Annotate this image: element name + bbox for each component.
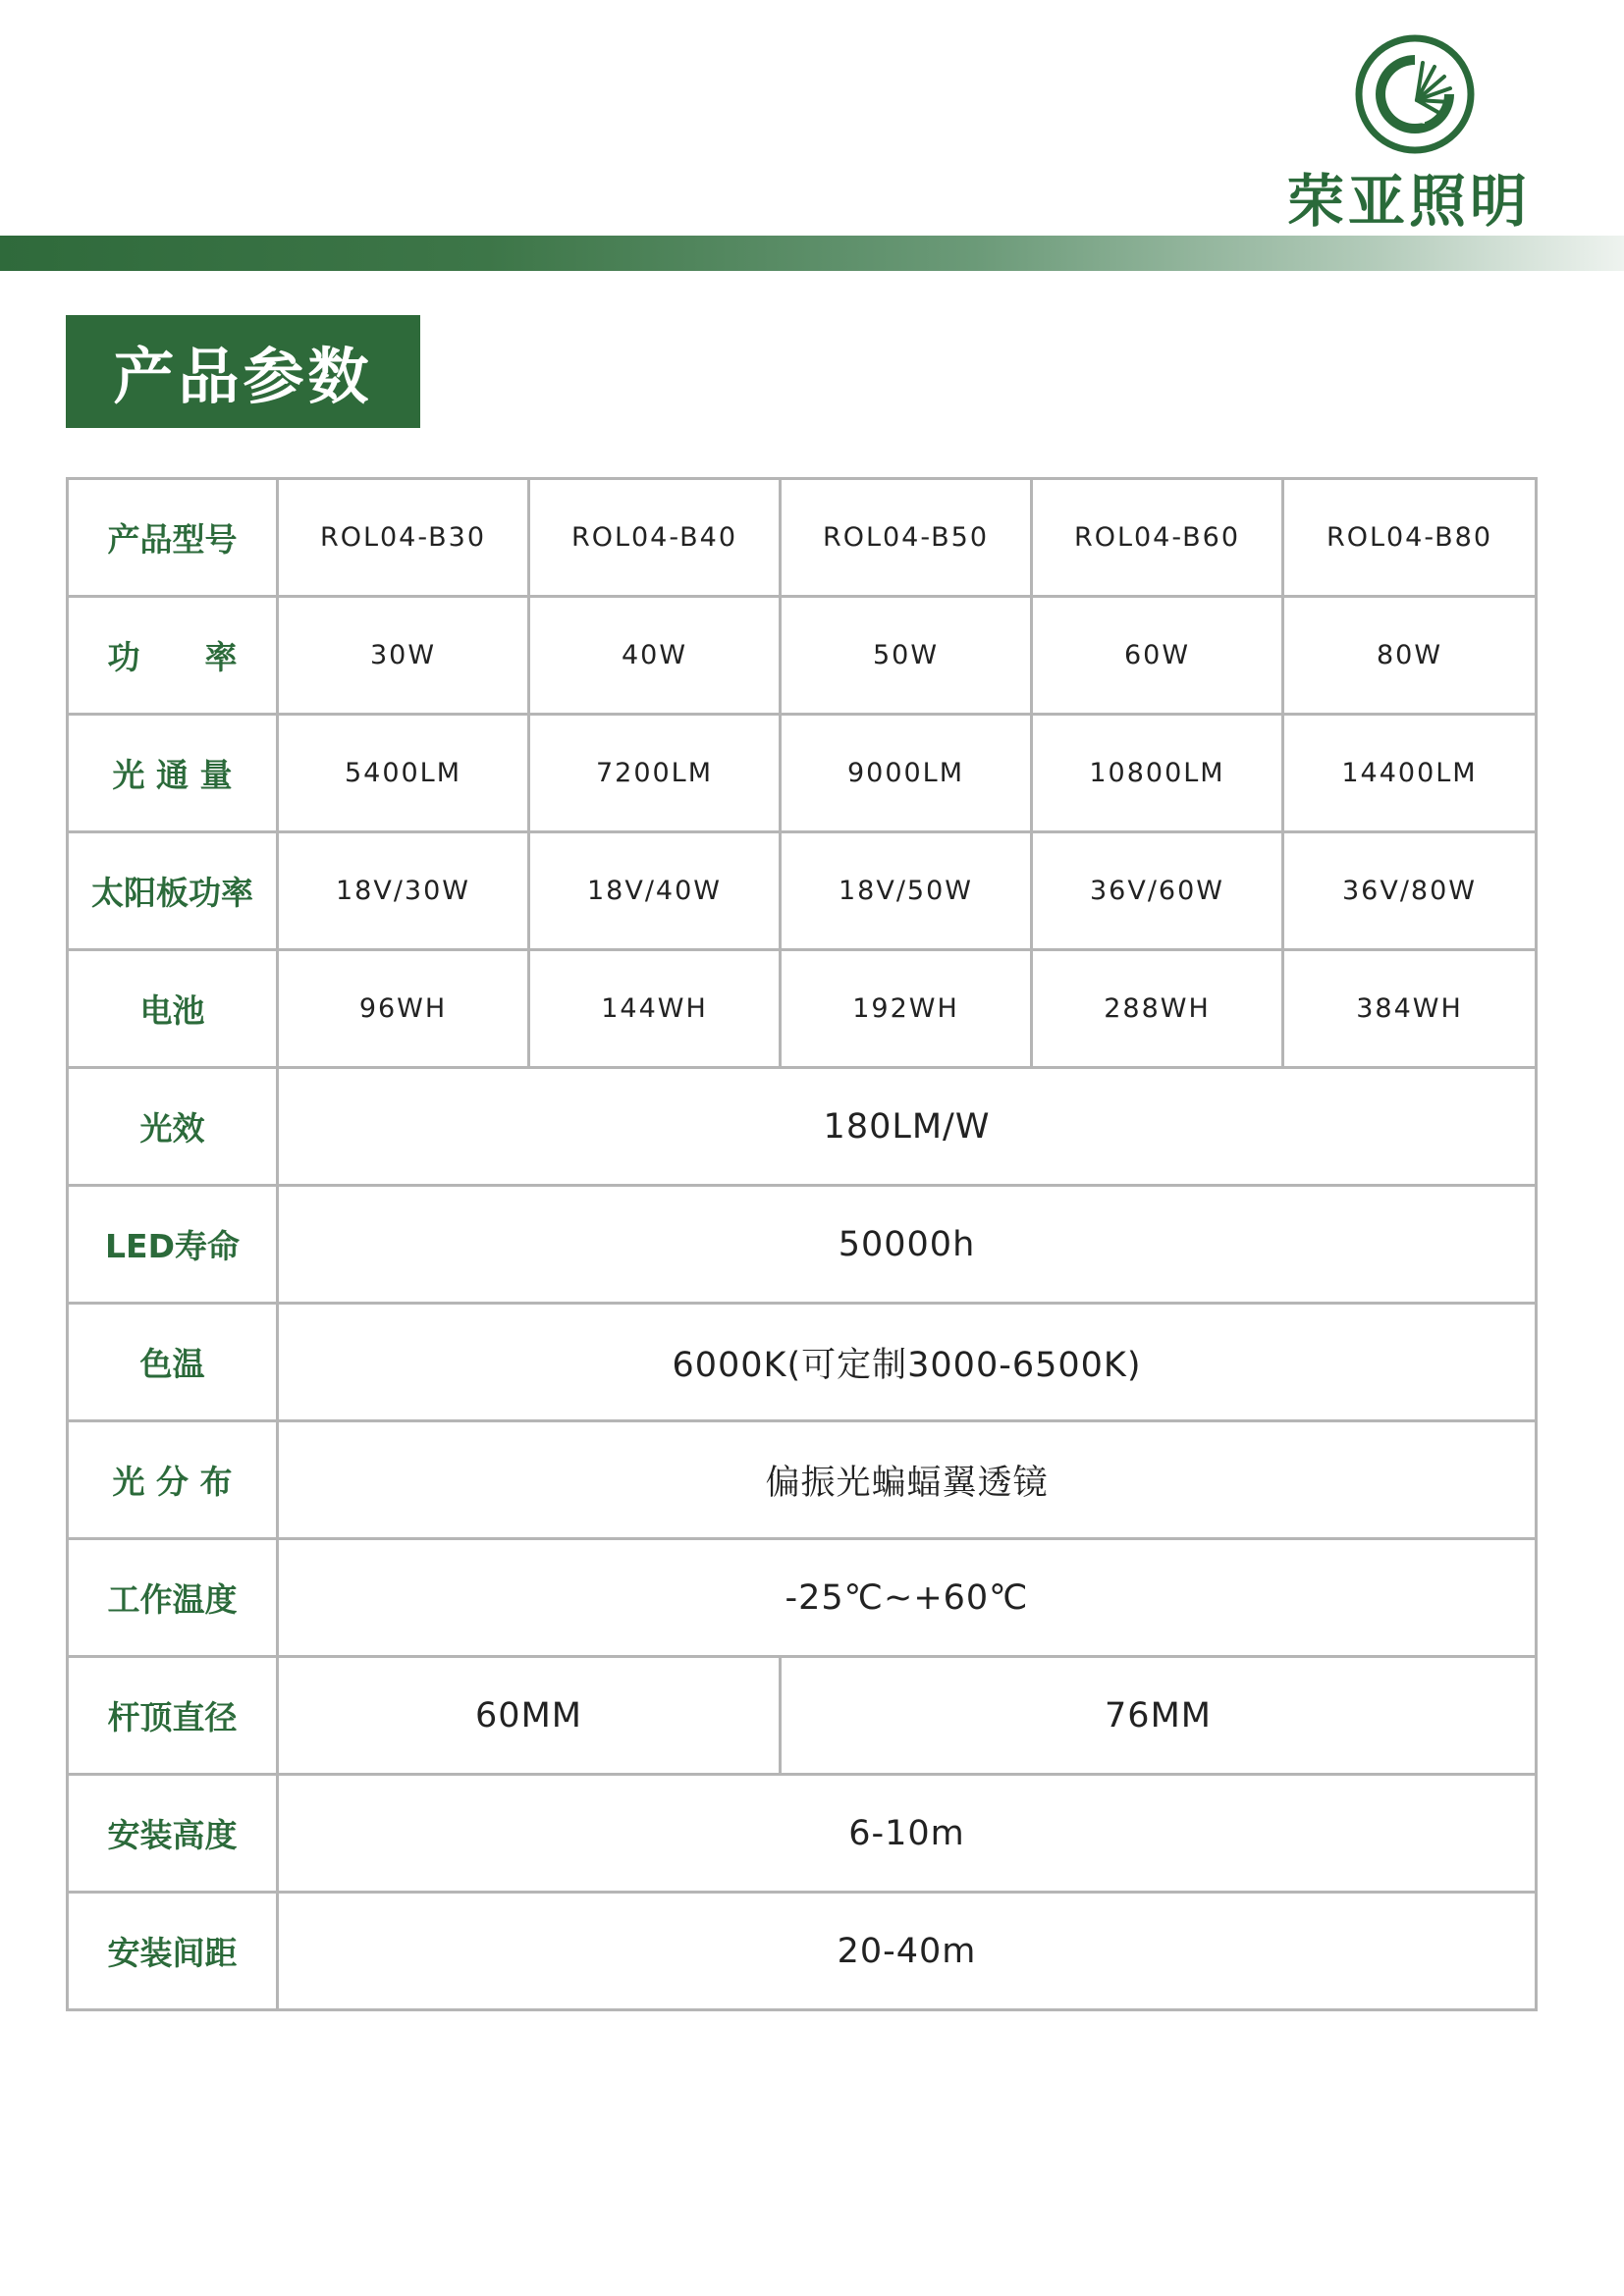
flux-cell: 10800LM [1032,715,1283,832]
work-temp-value: -25℃~+60℃ [278,1539,1537,1657]
power-cell: 30W [278,597,529,715]
install-spacing-value: 20-40m [278,1893,1537,2010]
cct-value: 6000K(可定制3000-6500K) [278,1304,1537,1421]
flux-cell: 9000LM [781,715,1032,832]
model-cell: ROL04-B80 [1283,479,1537,597]
row-label-power: 功 率 [68,597,278,715]
row-label-work-temp: 工作温度 [68,1539,278,1657]
battery-cell: 192WH [781,950,1032,1068]
table-row [68,715,1537,832]
row-label-solar: 太阳板功率 [68,832,278,950]
table-row [68,1421,1537,1539]
row-label-distribution: 光 分 布 [68,1421,278,1539]
table-row [68,479,1537,597]
pole-top-value: 76MM [781,1657,1537,1775]
row-label-battery: 电池 [68,950,278,1068]
table-row [68,1893,1537,2010]
flux-cell: 7200LM [529,715,781,832]
row-label-model: 产品型号 [68,479,278,597]
row-label-install-spacing: 安装间距 [68,1893,278,2010]
battery-cell: 144WH [529,950,781,1068]
row-label-pole-top: 杆顶直径 [68,1657,278,1775]
power-cell: 50W [781,597,1032,715]
model-cell: ROL04-B40 [529,479,781,597]
row-label-cct: 色温 [68,1304,278,1421]
brand-logo [1281,29,1546,235]
row-label-flux: 光 通 量 [68,715,278,832]
solar-cell: 36V/80W [1283,832,1537,950]
flux-cell: 5400LM [278,715,529,832]
model-cell: ROL04-B30 [278,479,529,597]
solar-cell: 18V/40W [529,832,781,950]
header-gradient-band [0,236,1624,271]
efficacy-value: 180LM/W [278,1068,1537,1186]
install-height-value: 6-10m [278,1775,1537,1893]
table-row [68,1539,1537,1657]
product-parameters-table [66,477,1538,2011]
brand-name: 荣亚照明 [1287,168,1532,235]
table-row [68,597,1537,715]
pole-top-value: 60MM [278,1657,781,1775]
table-row [68,1657,1537,1775]
solar-cell: 18V/50W [781,832,1032,950]
power-cell: 40W [529,597,781,715]
solar-cell: 18V/30W [278,832,529,950]
battery-cell: 384WH [1283,950,1537,1068]
model-cell: ROL04-B50 [781,479,1032,597]
section-title: 产品参数 [66,315,420,428]
flux-cell: 14400LM [1283,715,1537,832]
model-cell: ROL04-B60 [1032,479,1283,597]
distribution-value: 偏振光蝙蝠翼透镜 [278,1421,1537,1539]
row-label-install-height: 安装高度 [68,1775,278,1893]
table-row [68,950,1537,1068]
row-label-efficacy: 光效 [68,1068,278,1186]
table-row [68,1068,1537,1186]
power-cell: 80W [1283,597,1537,715]
palm-leaf-circle-logo-icon [1354,33,1476,155]
led-life-value: 50000h [278,1186,1537,1304]
battery-cell: 96WH [278,950,529,1068]
solar-cell: 36V/60W [1032,832,1283,950]
table-row [68,1186,1537,1304]
battery-cell: 288WH [1032,950,1283,1068]
power-cell: 60W [1032,597,1283,715]
table-row [68,832,1537,950]
row-label-led-life: LED寿命 [68,1186,278,1304]
table-row [68,1304,1537,1421]
table-row [68,1775,1537,1893]
